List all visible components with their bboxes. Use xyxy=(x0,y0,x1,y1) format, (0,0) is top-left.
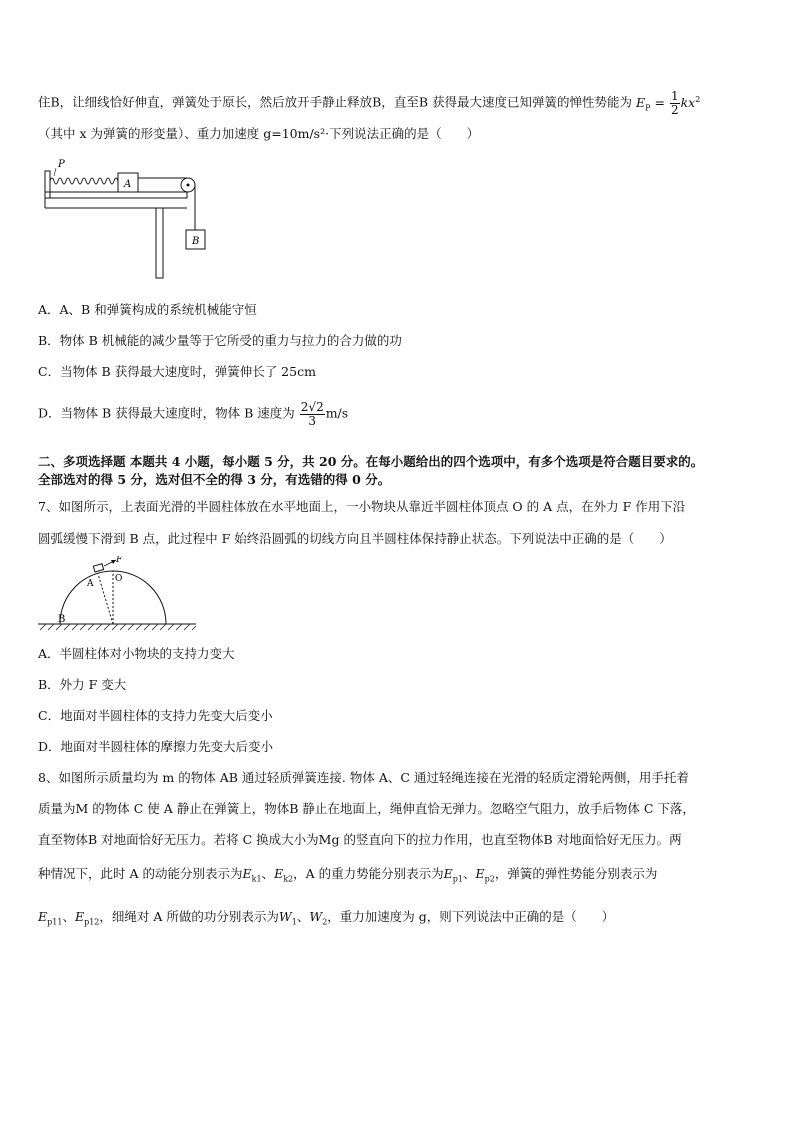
spring-pulley-figure xyxy=(40,156,220,282)
q8-line4-text-c: ，弹簧的弹性势能分别表示为 xyxy=(494,866,658,881)
q6-intro-text: 住B，让细线恰好伸直，弹簧处于原长，然后放开手静止释放B，直至B 获得最大速度已知弹簧的惮性势能为 xyxy=(38,94,633,110)
q6-option-d-fraction xyxy=(300,401,325,427)
formula-sup: 2 xyxy=(695,94,701,104)
sep-4: 、 xyxy=(296,909,310,924)
q8-line1: 8、如图所示质量均为 m 的物体 AB 通过轻质弹簧连接. 物体 A、C 通过轻绳连接在光滑的轻质定滑轮两侧，用手托着 xyxy=(38,770,689,785)
sym-ep1: E xyxy=(443,866,453,881)
formula-num: 1 xyxy=(670,89,679,103)
q6-option-d xyxy=(38,401,348,427)
block-a-label: A xyxy=(124,179,132,190)
formula-kx: kx xyxy=(680,94,696,110)
sym-w1-sub: 1 xyxy=(291,917,297,927)
q7-line2: 圆弧缓慢下滑到 B 点，此过程中 F 始终沿圆弧的切线方向且半圆柱体保持静止状态。下列说法中正确的是（ ） xyxy=(38,531,672,546)
sep-1: 、 xyxy=(261,866,275,881)
sym-ek2: E xyxy=(274,866,284,881)
q6-option-c: C．当物体 B 获得最大速度时，弹簧伸长了 25cm xyxy=(38,364,316,379)
q7-option-d: D．地面对半圆柱体的摩擦力先变大后变小 xyxy=(38,739,274,754)
q6-option-b: B．物体 B 机械能的减少量等于它所受的重力与拉力的合力做的功 xyxy=(38,333,402,348)
q7-line1: 7、如图所示，上表面光滑的半圆柱体放在水平地面上，一小物块从靠近半圆柱体顶点 O 的 A 点，在外力 F 作用下沿 xyxy=(38,499,686,514)
label-b: B xyxy=(58,614,66,625)
q8-line4-text-b: ，A 的重力势能分别表示为 xyxy=(293,866,444,881)
q8-line5-text-a: ，细绳对 A 所做的功分别表示为 xyxy=(99,909,279,924)
semicylinder-figure xyxy=(38,556,200,634)
sym-epp2: E xyxy=(74,909,85,924)
label-o: O xyxy=(115,574,123,584)
q7-option-c: C．地面对半圆柱体的支持力先变大后变小 xyxy=(38,708,273,723)
q6-d-den: 3 xyxy=(308,413,317,428)
sym-ep2-sub: p2 xyxy=(484,874,495,884)
sym-ek2-sub: k2 xyxy=(283,874,294,884)
sym-epp2-sub: p12 xyxy=(84,917,100,927)
q7-option-a: A．半圆柱体对小物块的支持力变大 xyxy=(38,646,235,661)
label-p: P xyxy=(58,159,65,170)
sym-w1: W xyxy=(278,909,292,924)
q6-d-unit: m/s xyxy=(325,405,349,421)
sym-ep2: E xyxy=(475,866,485,881)
q6-option-d-text: D．当物体 B 获得最大速度时，物体 B 速度为 xyxy=(38,405,295,421)
section2-line2: 全部选对的得 5 分，选对但不全的得 3 分，有选错的得 0 分。 xyxy=(38,472,391,487)
q8-line4 xyxy=(38,868,657,884)
sym-ep1-sub: p1 xyxy=(452,874,463,884)
q8-line4-text-a: 种情况下，此时 A 的动能分别表示为 xyxy=(38,866,243,881)
label-f: F xyxy=(116,556,123,565)
q8-line3: 直至物体B 对地面恰好无压力。若将 C 换成大小为Mg 的竖直向下的拉力作用，也直至物体B 对地面恰好无压力。两 xyxy=(38,832,682,847)
section2-line1: 二、多项选择题 本题共 4 小题，每小题 5 分，共 20 分。在每小题给出的四个选项中，有多个选项是符合题目要求的。 xyxy=(38,454,704,469)
sep-2: 、 xyxy=(462,866,476,881)
sym-w2-sub: 2 xyxy=(322,917,328,927)
q8-line5-text-b: ，重力加速度为 g，则下列说法中正确的是（ ） xyxy=(327,909,615,924)
formula-symbol-e: E xyxy=(636,94,646,110)
label-a: A xyxy=(87,579,94,589)
elastic-energy-formula xyxy=(636,89,701,117)
block-b-label: B xyxy=(192,236,200,247)
formula-eq: = xyxy=(650,94,669,110)
formula-sub-p: P xyxy=(645,103,651,113)
q6-intro-line2: （其中 x 为弹簧的形变量）、重力加速度 g=10m/s²·下列说法正确的是（ ） xyxy=(38,126,480,141)
q6-option-a: A．A、B 和弹簧构成的系统机械能守恒 xyxy=(38,302,257,317)
formula-den: 2 xyxy=(670,102,679,117)
sym-ek1-sub: k1 xyxy=(251,874,262,884)
sym-epp1: E xyxy=(38,909,48,924)
sym-w2: W xyxy=(309,909,323,924)
small-block xyxy=(93,564,103,572)
formula-fraction xyxy=(670,90,680,116)
q6-intro-line1 xyxy=(38,90,700,116)
q6-d-num: 2√2 xyxy=(300,400,324,414)
sym-epp1-sub: p11 xyxy=(47,917,63,927)
q7-option-b: B．外力 F 变大 xyxy=(38,677,127,692)
q8-line5 xyxy=(38,911,614,927)
sym-ek1: E xyxy=(242,866,252,881)
sep-3: 、 xyxy=(62,909,75,924)
q8-line2: 质量为M 的物体 C 使 A 静止在弹簧上，物体B 静止在地面上，绳伸直恰无弹力。忽略空气阻力，放手后物体 C 下落， xyxy=(38,801,695,816)
